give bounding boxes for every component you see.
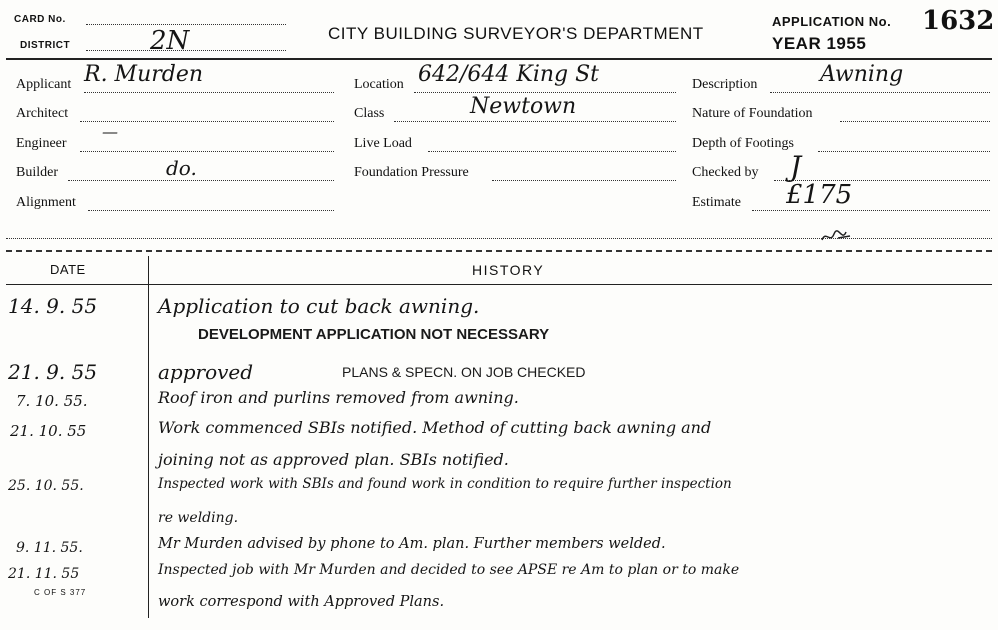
architect-line: [80, 121, 334, 122]
initials-scribble-mark: [820, 226, 856, 246]
district-label: DISTRICT: [20, 40, 71, 51]
history-row-6-date: 21. 10. 55: [10, 422, 87, 440]
history-column-header: HISTORY: [472, 262, 545, 278]
history-row-11-date: 21. 11. 55: [8, 566, 80, 582]
location-value: 642/644 King St: [418, 62, 600, 87]
location-line: [414, 92, 676, 93]
history-row-12-text: work correspond with Approved Plans.: [158, 594, 445, 610]
description-label: Description: [692, 77, 758, 92]
history-row-7-text: joining not as approved plan. SBIs notified.: [158, 450, 509, 469]
application-no-value: 1632: [922, 6, 995, 36]
history-row-1-text: Application to cut back awning.: [158, 294, 480, 318]
builder-label: Builder: [16, 165, 58, 180]
depth-of-footings-line: [818, 151, 990, 152]
engineer-line: [80, 151, 334, 152]
history-row-5-text: Roof iron and purlins removed from awning.: [158, 388, 519, 407]
history-row-9-text: re welding.: [158, 510, 239, 526]
live-load-line: [428, 151, 676, 152]
applicant-value: R. Murden: [84, 62, 204, 87]
history-row-4-stamp: PLANS & SPECN. ON JOB CHECKED: [342, 364, 586, 380]
history-row-6-text: Work commenced SBIs notified. Method of cutting back awning and: [158, 418, 712, 437]
header-rule: [6, 58, 992, 60]
card-no-label: CARD No.: [14, 14, 66, 25]
history-row-5-date: 7. 10. 55.: [16, 392, 88, 410]
history-row-8-text: Inspected work with SBIs and found work in condition to require further inspection: [158, 476, 732, 492]
live-load-label: Live Load: [354, 136, 412, 151]
alignment-label: Alignment: [16, 195, 76, 210]
builder-value: do.: [166, 156, 197, 180]
engineer-label: Engineer: [16, 136, 67, 151]
builder-line: [68, 180, 334, 181]
foundation-pressure-line: [492, 180, 676, 181]
architect-label: Architect: [16, 106, 69, 121]
card-no-line: [86, 24, 286, 25]
date-column-divider: [148, 256, 149, 618]
nature-of-foundation-label: Nature of Foundation: [692, 106, 813, 121]
description-line: [770, 92, 990, 93]
estimate-value: £175: [786, 180, 853, 210]
district-value: 2N: [150, 26, 190, 56]
year-label: YEAR 1955: [772, 34, 867, 53]
applicant-label: Applicant: [16, 77, 72, 92]
history-row-3-date: 21. 9. 55: [8, 360, 98, 384]
applicant-line: [84, 92, 334, 93]
history-row-8-date: 25. 10. 55.: [8, 478, 84, 494]
alignment-line: [88, 210, 334, 211]
department-title: CITY BUILDING SURVEYOR'S DEPARTMENT: [328, 24, 704, 43]
nature-of-foundation-line: [840, 121, 990, 122]
history-row-10-text: Mr Murden advised by phone to Am. plan. Further members welded.: [158, 536, 666, 552]
form-code: C OF S 377: [34, 588, 87, 597]
fields-bottom-dotted-rule: [6, 238, 992, 239]
location-label: Location: [354, 77, 404, 92]
engineer-value: —: [102, 122, 118, 141]
history-row-3-text: approved: [158, 360, 254, 384]
fields-bottom-dashed-rule: [6, 250, 992, 252]
history-row-1-date: 14. 9. 55: [8, 294, 98, 318]
class-line: [394, 121, 676, 122]
checked-by-label: Checked by: [692, 165, 759, 180]
depth-of-footings-label: Depth of Footings: [692, 136, 794, 151]
application-no-label: APPLICATION No.: [772, 14, 892, 29]
estimate-line: [752, 210, 990, 211]
checked-by-value: J: [790, 150, 802, 183]
foundation-pressure-label: Foundation Pressure: [354, 165, 469, 180]
history-row-10-date: 9. 11. 55.: [16, 540, 83, 556]
date-column-header: DATE: [50, 262, 86, 277]
history-row-11-text: Inspected job with Mr Murden and decided to see APSE re Am to plan or to make: [158, 562, 740, 578]
table-header-rule: [6, 284, 992, 285]
description-value: Awning: [820, 62, 904, 87]
class-value: Newtown: [470, 94, 577, 119]
estimate-label: Estimate: [692, 195, 741, 210]
history-row-2-stamp: DEVELOPMENT APPLICATION NOT NECESSARY: [198, 326, 550, 343]
class-label: Class: [354, 106, 385, 121]
